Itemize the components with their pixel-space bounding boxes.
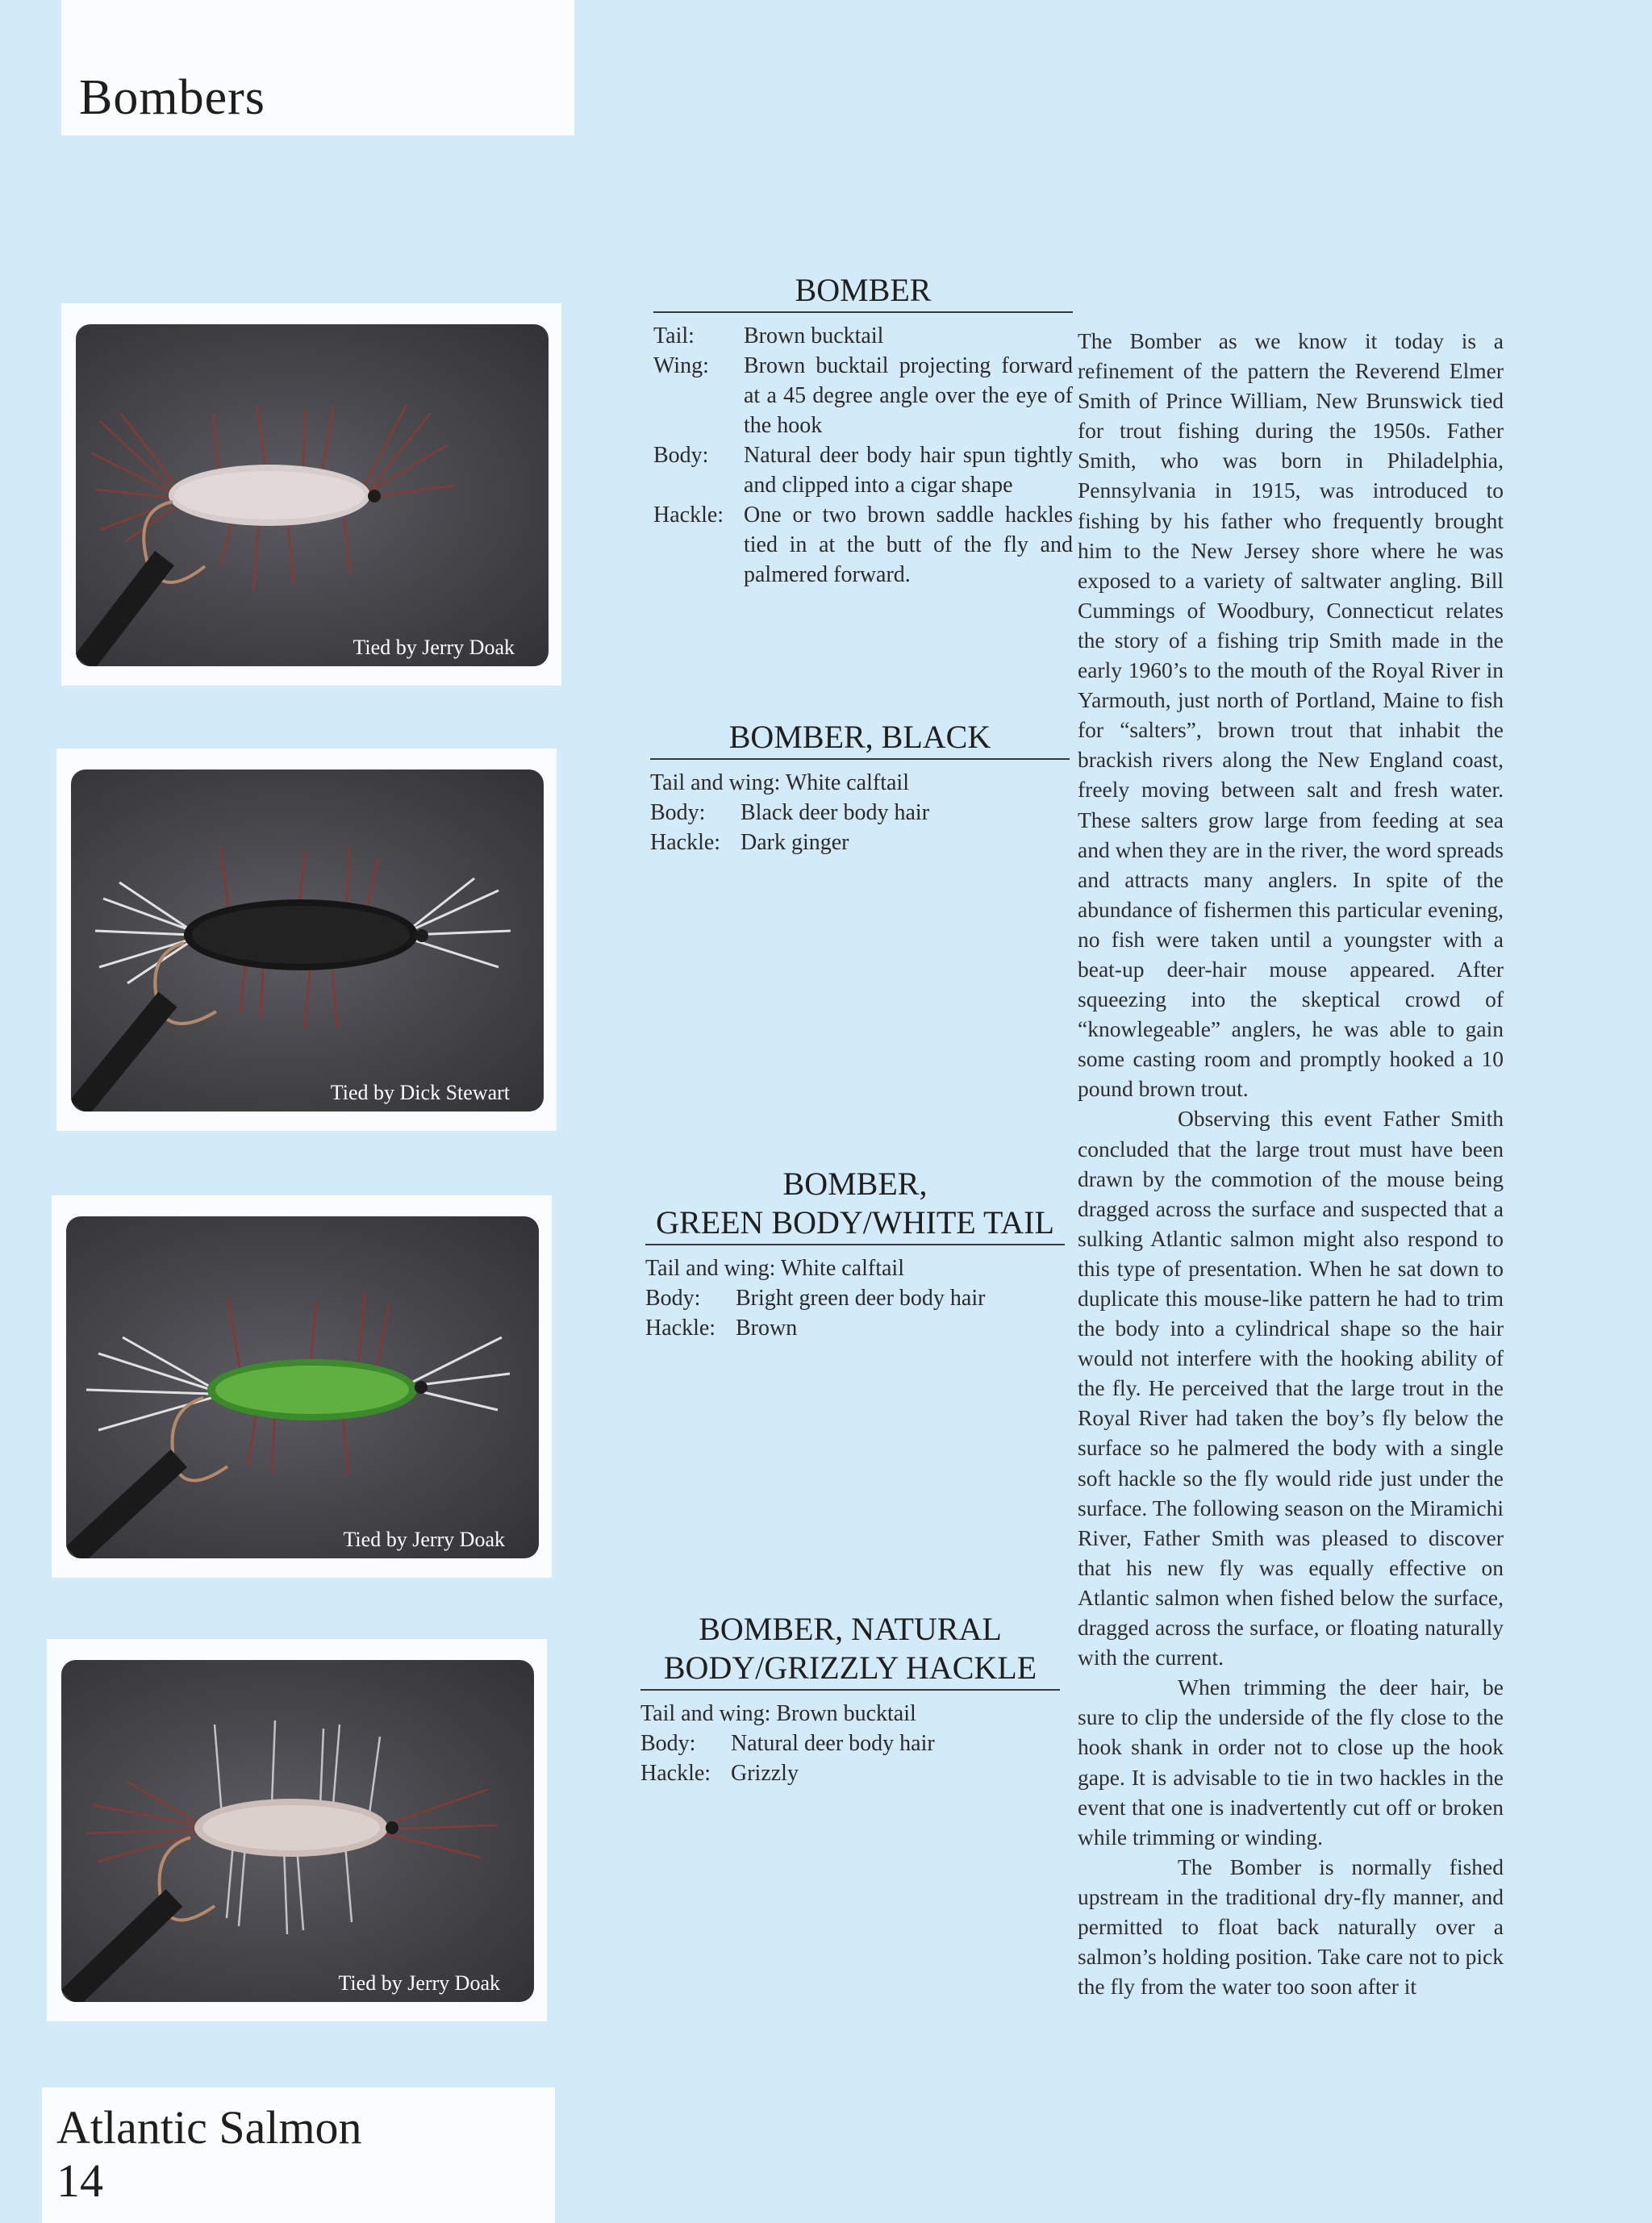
fly-plate-bomber-black [56, 749, 557, 1131]
recipe-value: Black deer body hair [740, 800, 930, 825]
recipe-title: BOMBER [795, 272, 932, 308]
recipe-label: Hackle: [650, 830, 721, 855]
recipe-title-line1: BOMBER, [782, 1166, 928, 1202]
paragraph: When trimming the deer hair, be sure to clip the underside of the fly close to the hook shank in order not to close up the hook gape. It is advisable to tie in two hackles in the event that one is inadvertently cut off or broken while trimming or winding. [1078, 1675, 1504, 1850]
recipe-title: BOMBER, BLACK [728, 719, 991, 755]
recipe-label: Body: [640, 1731, 696, 1756]
paragraph: Observing this event Father Smith concluded that the large trout must have been drawn by the commotion of the mouse being dragged across the surface and suspected that a sulking Atlantic salmon might also respond to this type of presentation. When he sat down to duplicate this mouse-like pattern he had to trim the body into a cylindrical shape so the hair would not interfere with the hooking ability of the fly. He perceived that the large trout in the Royal River had taken the boy’s fly below the surface so he palmered the body with a single soft hackle so the fly would ride just under the surface. The following season on the Miramichi River, Father Smith was pleased to discover that his new fly was equally effective on Atlantic salmon when fished below the surface, dragged across the surface, or floating naturally with the current. [1078, 1106, 1504, 1670]
photo-credit: Tied by Dick Stewart [330, 1081, 510, 1104]
photo-credit: Tied by Jerry Doak [353, 636, 515, 659]
recipe-row [653, 321, 1073, 351]
paragraph: The Bomber as we know it today is a refinement of the pattern the Reverend Elmer Smith of Prince William, New Brunswick tied for trout fishing during the 1950s. Father Smith, who was born in Philadelphia, Pennsylvania in 1915, was introduced to fishing by his father who frequently brought him to the New Jersey shore where he was exposed to a variety of saltwater angling. Bill Cummings of Woodbury, Connecticut relates the story of a fishing trip Smith made in the early 1960’s to the mouth of the Royal River in Yarmouth, just north of Portland, Maine to fish for “salters”, brown trout that inhabit the brackish rivers along the New England coast, freely moving between salt and fresh water. These salters grow large from feeding at sea and when they are in the river, the word spreads and attracts many anglers. In spite of the abundance of fishermen this particular evening, no fish were taken until a youngster with a beat-up deer-hair mouse appeared. After squeezing into the skeptical crowd of “knowlegeable” anglers, he was able to gain some casting room and promptly hooked a 10 pound brown trout. [1078, 328, 1504, 1102]
recipe-label: Body: [645, 1286, 701, 1311]
recipe-value: Brown [736, 1316, 798, 1341]
page-footer [42, 2087, 555, 2223]
recipe-title-line1: BOMBER, NATURAL [699, 1611, 1002, 1647]
fly-plate-bomber [61, 303, 561, 686]
page-number: 14 [56, 2154, 103, 2207]
photo-credit: Tied by Jerry Doak [338, 1971, 500, 1995]
title-rule [640, 1689, 1060, 1691]
fly-plate-bomber-natural [47, 1639, 547, 2021]
recipe-value: Dark ginger [740, 830, 849, 855]
recipe-tail-wing: Tail and wing: White calftail [645, 1256, 904, 1281]
article-body [1078, 326, 1504, 2001]
recipe-row [653, 351, 1073, 440]
title-rule [650, 758, 1070, 760]
fly-photo-bomber-green [66, 1216, 539, 1558]
recipe-value: Natural deer body hair spun tightly and clipped into a cigar shape [744, 443, 1073, 498]
recipe-label: Hackle: [653, 503, 724, 528]
recipe-row [640, 1729, 1060, 1758]
recipe-value: Grizzly [731, 1761, 799, 1786]
recipe-tail-wing: Tail and wing: Brown bucktail [640, 1701, 916, 1726]
recipe-row [640, 1758, 1060, 1788]
recipe-value: Brown bucktail projecting forward at a 45 degree angle over the eye of the hook [744, 353, 1073, 438]
recipe-title-line2: BODY/GRIZZLY HACKLE [663, 1650, 1037, 1686]
recipe-label: Body: [650, 800, 706, 825]
recipe-bomber-natural [640, 1610, 1060, 1788]
paragraph: The Bomber is normally fished upstream in the traditional dry-fly manner, and permitted to float back naturally over a salmon’s holding position. Take care not to pick the fly from the water too soon after it [1078, 1854, 1504, 2000]
recipe-row [650, 798, 1070, 828]
recipe-row [650, 828, 1070, 857]
recipe-tail-wing: Tail and wing: White calftail [650, 770, 909, 795]
recipe-bomber-black [650, 718, 1070, 857]
recipe-value: Bright green deer body hair [736, 1286, 986, 1311]
section-title: Bombers [79, 70, 265, 125]
recipe-value: One or two brown saddle hackles tied in at the butt of the fly and palmered forward. [744, 503, 1073, 587]
recipe-row [653, 440, 1073, 500]
fly-photo-bomber-natural [61, 1660, 534, 2002]
section-header [61, 0, 574, 136]
title-rule [653, 311, 1073, 313]
fly-photo-bomber-black [71, 770, 544, 1112]
recipe-label: Body: [653, 443, 709, 468]
book-title: Atlantic Salmon [56, 2101, 362, 2154]
fly-photo-bomber [76, 324, 549, 666]
title-rule [645, 1244, 1065, 1245]
recipe-row [645, 1313, 1065, 1343]
recipe-value: Natural deer body hair [731, 1731, 935, 1756]
photo-credit: Tied by Jerry Doak [343, 1528, 505, 1551]
recipe-value: Brown bucktail [744, 323, 884, 348]
recipe-label: Wing: [653, 353, 709, 378]
recipe-row [653, 500, 1073, 590]
recipe-title-line2: GREEN BODY/WHITE TAIL [656, 1204, 1054, 1241]
fly-plate-bomber-green [52, 1195, 552, 1578]
recipe-label: Hackle: [645, 1316, 716, 1341]
recipe-bomber-green [645, 1165, 1065, 1343]
recipe-label: Hackle: [640, 1761, 711, 1786]
recipe-label: Tail: [653, 323, 695, 348]
recipe-row [645, 1283, 1065, 1313]
recipe-bomber [653, 271, 1073, 590]
